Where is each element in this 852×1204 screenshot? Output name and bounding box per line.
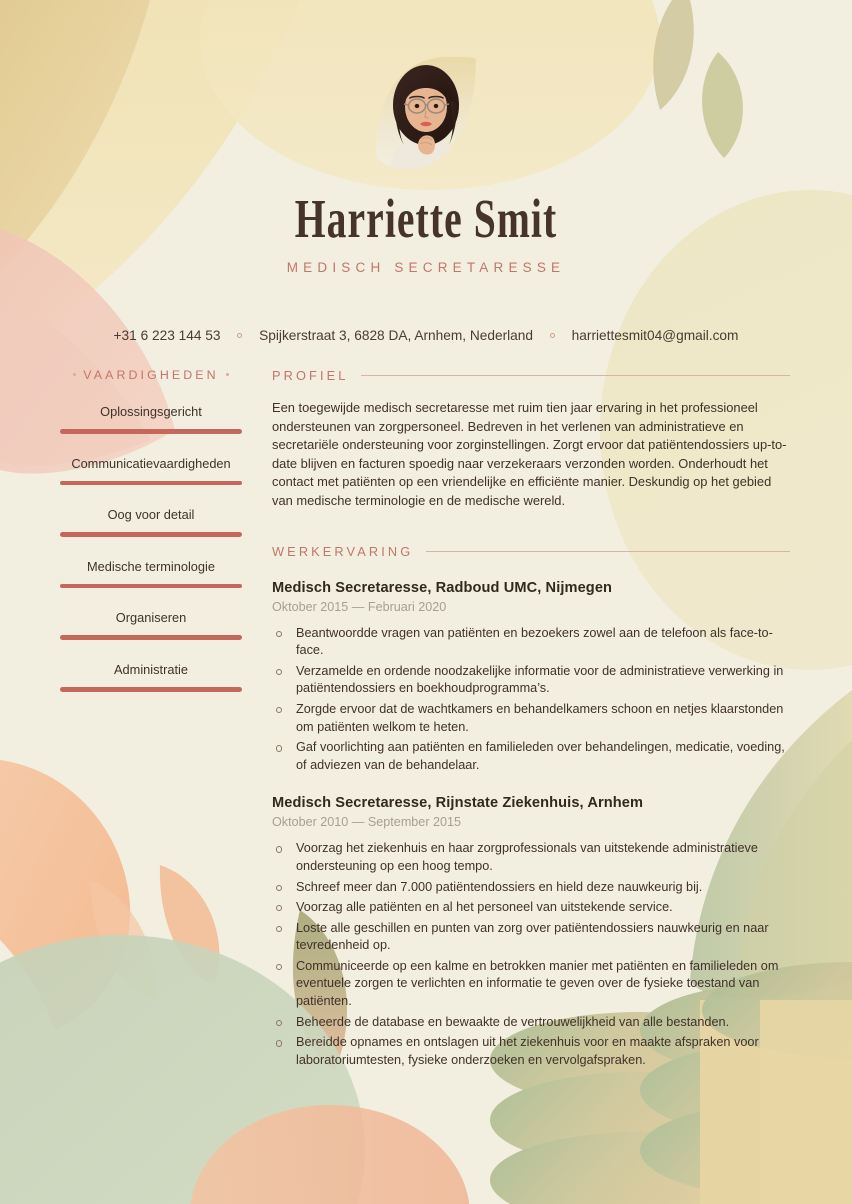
job-responsibilities [272,840,790,1069]
list-item: Beantwoordde vragen van patiënten en bezoekers zowel aan de telefoon als face-to-face. [272,625,790,660]
skill-label: Oplossingsgericht [100,404,202,419]
list-item: Schreef meer dan 7.000 patiëntendossiers en hield deze nauwkeurig bij. [272,879,790,897]
list-item: Beheerde de database en bewaakte de vertrouwelijkheid van alle bestanden. [272,1014,790,1032]
job-responsibilities [272,625,790,775]
profile-section-header [272,368,790,383]
job-title: Medisch Secretaresse, Rijnstate Ziekenhuis, Arnhem [272,795,644,812]
main-column [272,368,790,1072]
list-item: Communiceerde op een kalme en betrokken manier met patiënten en familieleden om eventuele zorgen te verlichten en informatie te geven over de fysieke toestand van patiënten. [272,958,790,1011]
list-item: Voorzag alle patiënten en al het personeel van uitstekende service. [272,899,790,917]
job-date: Oktober 2010 — September 2015 [272,815,462,830]
experience-section-header [272,544,790,559]
sidebar-heading-label: VAARDIGHEDEN [83,368,219,382]
contact-email[interactable]: harriettesmit04@gmail.com [571,328,739,343]
list-item: Voorzag het ziekenhuis en haar zorgprofessionals van uitstekende administratieve ondersteuning op een hoog tempo. [272,840,790,875]
list-item: Bereidde opnames en ontslagen uit het ziekenhuis voor en maakte afspraken voor laboratoriumtesten, fysieke onderzoeken en vervolgafspraken. [272,1034,790,1069]
skill-bar [60,635,242,640]
skill-bar [60,584,242,589]
job-date: Oktober 2015 — Februari 2020 [272,599,447,614]
skill-bar [60,532,242,537]
list-item: Verzamelde en ordende noodzakelijke informatie voor de administratieve verwerking in patiëntendossiers en boekhoudprogramma’s. [272,663,790,698]
sidebar-heading [60,368,242,382]
skill-item [60,610,242,640]
skill-item [60,507,242,537]
contact-separator-icon [550,333,555,338]
list-item: Gaf voorlichting aan patiënten en familieleden over behandelingen, medicatie, voeding, of adviezen van de behandelaar. [272,739,790,774]
profile-heading: PROFIEL [272,368,349,383]
name-block [0,190,852,275]
skill-item [60,404,242,434]
list-item: Zorgde ervoor dat de wachtkamers en behandelkamers schoon en netjes klaarstonden om patiënten welkom te heten. [272,701,790,736]
sidebar-skills [60,368,242,692]
header-rule [361,375,790,376]
skill-label: Communicatievaardigheden [71,455,231,471]
skill-item [60,559,242,589]
skill-bar [60,429,242,434]
skill-item [60,662,242,692]
list-item: Loste alle geschillen en punten van zorg over patiëntendossiers nauwkeurig en naar tevredenheid op. [272,920,790,955]
profile-text: Een toegewijde medisch secretaresse met ruim tien jaar ervaring in het professioneel ondersteunen van zorgpersoneel. Bedreven in het verlenen van administratieve en secretariële ondersteuning voor zorginstellingen. Zorgt ervoor dat patiëntendossiers up-to-date blijven en facturen spoedig naar verzekeraars verzonden worden. Onderhoudt het contact met patiënten op een vriendelijke en efficiënte manier. Deskundig op het gebied van medische terminologie en de medische wereld. [272,400,787,508]
skill-item [60,456,242,486]
skill-label: Organiseren [115,610,187,626]
contact-line [0,328,852,343]
contact-address: Spijkerstraat 3, 6828 DA, Arnhem, Nederland [259,328,534,343]
bullet-dot-icon [73,373,76,376]
skill-label: Administratie [114,661,188,677]
contact-phone[interactable]: +31 6 223 144 53 [113,328,221,343]
skill-label: Oog voor detail [107,507,195,523]
skill-bar [60,687,242,692]
skill-label: Medische terminologie [86,558,216,574]
header-rule [426,551,790,552]
job-title: Medisch Secretaresse, Radboud UMC, Nijmegen [272,579,613,596]
experience-entry [272,795,790,1069]
bullet-dot-icon [226,373,229,376]
avatar [376,57,476,169]
contact-separator-icon [237,333,242,338]
experience-entry [272,580,790,775]
page-title: Harriette Smit [294,188,558,249]
experience-heading: WERKERVARING [272,543,414,559]
job-role-subtitle: MEDISCH SECRETARESSE [286,260,566,275]
skill-bar [60,481,242,486]
